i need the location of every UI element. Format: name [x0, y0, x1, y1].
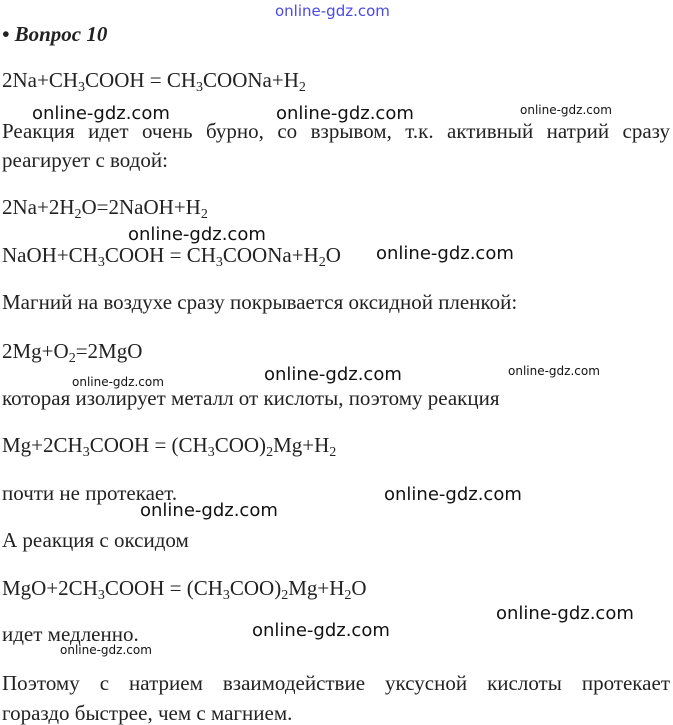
watermark: online-gdz.com [496, 603, 634, 624]
paragraph-4: почти не протекает. [2, 481, 178, 505]
equation-4: $2Mg+O_2=2MgO$ [2, 339, 143, 366]
watermark: online-gdz.com [520, 103, 612, 117]
equation-3: $NaOH+CH_3COOH$ = $CH_3COONa+H_2O$ [2, 243, 341, 270]
watermark: online-gdz.com [72, 375, 164, 389]
paragraph-3: которая изолирует металл от кислоты, поэтому реакция [2, 386, 500, 410]
watermark: online-gdz.com [128, 224, 266, 245]
paragraph-6: идет медленно. [2, 622, 139, 646]
watermark: online-gdz.com [276, 103, 414, 124]
watermark: online-gdz.com [376, 243, 514, 264]
watermark-top[interactable]: online-gdz.com [275, 2, 390, 20]
watermark: online-gdz.com [60, 643, 152, 657]
watermark: online-gdz.com [140, 500, 278, 521]
paragraph-2: Магний на воздухе сразу покрывается оксидной пленкой: [2, 290, 518, 314]
equation-2: $2Na+2H_2O=2NaOH+H_2$ [2, 195, 208, 222]
watermark: online-gdz.com [264, 364, 402, 385]
paragraph-1-line-2: реагирует с водой: [2, 148, 168, 172]
paragraph-7-line-2: гораздо быстрее, чем с магнием. [2, 701, 293, 725]
watermark: online-gdz.com [252, 620, 390, 641]
watermark: online-gdz.com [508, 364, 600, 378]
equation-5: $Mg+2CH_3COOH = (CH_3COO)_2Mg+H_2$ [2, 433, 337, 460]
paragraph-1-line-1: Реакция идет очень бурно, со взрывом, т.к. активный натрий сразу [2, 119, 670, 143]
equation-6: $MgO+2CH_3COOH = (CH_3COO)_2Mg+H_2O$ [2, 576, 367, 603]
paragraph-5: А реакция с оксидом [2, 528, 189, 552]
equation-1: $2Na+CH_3COOH$ = $CH_3COONa+H_2$ [2, 68, 306, 95]
watermark: online-gdz.com [32, 103, 170, 124]
watermark: online-gdz.com [384, 484, 522, 505]
paragraph-7-line-1: Поэтому с натрием взаимодействие уксусной кислоты протекает [2, 671, 670, 695]
question-title: • Вопрос 10 [2, 22, 108, 46]
